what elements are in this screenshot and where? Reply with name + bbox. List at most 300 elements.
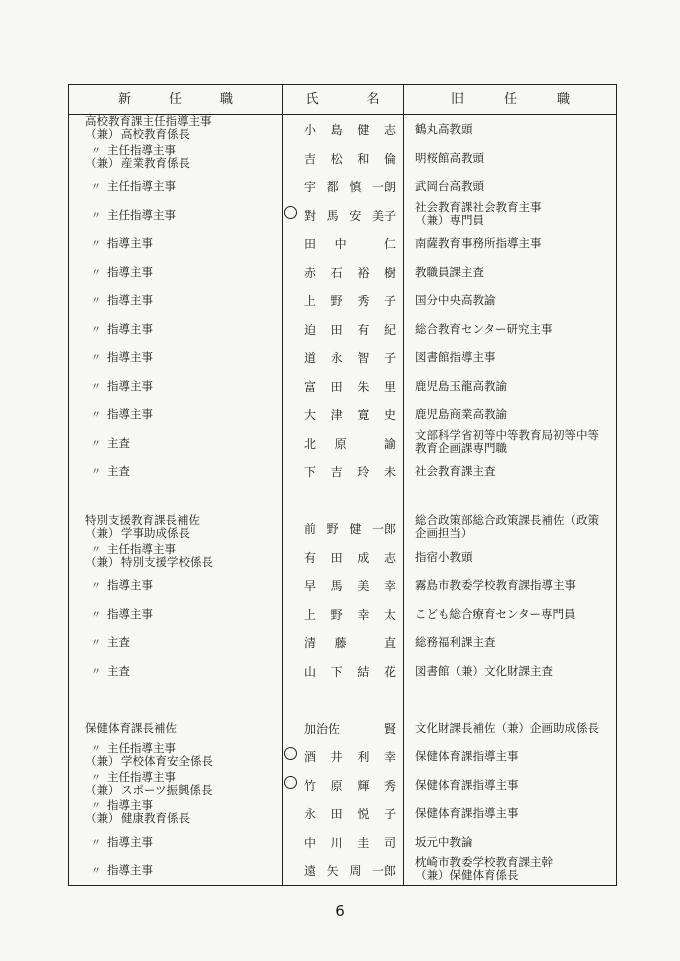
new-position-cell <box>85 599 281 628</box>
name-char: 遠 <box>304 864 317 878</box>
new-position-line <box>85 207 176 223</box>
name-cell <box>282 513 403 542</box>
person-name <box>304 235 396 252</box>
new-position-line <box>85 663 130 679</box>
person-name <box>304 121 396 138</box>
name-cell <box>282 713 403 742</box>
name-char: 倫 <box>383 151 396 166</box>
old-position-text: 鹿児島玉龍高教諭 <box>415 378 507 393</box>
header-name: 氏 名 <box>305 92 380 107</box>
new-position-text: 指導主事 <box>107 293 153 307</box>
old-position-cell <box>415 200 615 229</box>
table-row <box>69 428 616 457</box>
new-position-line <box>85 556 213 568</box>
old-position-cell <box>415 114 615 143</box>
name-char: 島 <box>330 123 343 137</box>
name-cell <box>282 285 403 314</box>
new-position-cell <box>85 143 281 172</box>
position-prefix: 〃 <box>91 581 101 592</box>
old-position-cell <box>415 656 615 685</box>
name-char: 野 <box>330 607 343 622</box>
person-name <box>304 777 396 794</box>
new-position-line <box>85 157 190 169</box>
person-name <box>304 435 396 452</box>
new-position-text: 学事助成係長 <box>121 526 190 540</box>
old-position-text: 教職員課主査 <box>415 264 484 279</box>
person-name <box>304 862 396 879</box>
new-position-cell <box>85 428 281 457</box>
new-position-cell <box>85 741 281 770</box>
name-cell <box>282 770 403 799</box>
old-position-text: （兼）保健体育係長 <box>415 868 519 882</box>
position-prefix: 〃 <box>91 410 101 421</box>
new-position-line <box>85 349 153 365</box>
new-position-line <box>85 178 176 194</box>
old-position-text: こども総合療育センター専門員 <box>415 606 576 621</box>
old-position-text: 武岡台高教頭 <box>415 179 484 193</box>
name-char: 安 <box>349 208 362 223</box>
name-char: 寛 <box>357 408 370 422</box>
new-position-line <box>85 784 213 796</box>
old-position-text: 総合政策部総合政策課長補佐（政策 <box>415 513 599 527</box>
person-name <box>304 207 396 224</box>
person-name <box>304 463 396 480</box>
name-char: 田 <box>330 322 343 337</box>
name-char: 迫 <box>304 322 317 337</box>
old-position-cell <box>415 428 615 457</box>
person-name <box>304 834 396 851</box>
name-char: 健 <box>349 522 362 536</box>
name-char: 幸 <box>357 607 370 622</box>
new-position-line <box>85 834 153 850</box>
name-char: 對 <box>304 208 317 223</box>
person-name <box>304 178 396 195</box>
name-char: 朱 <box>357 379 370 394</box>
position-prefix: 〃 <box>91 353 101 364</box>
new-position-cell <box>85 542 281 571</box>
position-prefix: 〃 <box>91 666 101 678</box>
name-char: 下 <box>330 664 343 679</box>
new-position-cell <box>85 713 281 742</box>
new-position-text: 指導主事 <box>107 321 153 336</box>
table-row <box>69 855 616 884</box>
person-name <box>304 663 396 680</box>
name-cell <box>282 855 403 884</box>
new-position-cell <box>85 456 281 485</box>
name-char: 矢 <box>326 864 339 878</box>
name-char: 幸 <box>383 579 396 593</box>
new-position-text: 指導主事 <box>107 606 153 621</box>
person-name <box>304 720 396 737</box>
name-char: 輝 <box>357 778 370 793</box>
new-position-line <box>85 577 153 593</box>
new-position-cell <box>85 684 281 713</box>
new-position-line <box>85 527 190 539</box>
new-position-cell <box>85 770 281 799</box>
name-char: 藤 <box>334 636 347 650</box>
table-row <box>69 770 616 799</box>
old-position-cell <box>415 684 615 713</box>
old-position-cell <box>415 513 615 542</box>
new-position-text: 主任指導主事 <box>107 769 176 784</box>
position-prefix: 〃 <box>91 182 101 193</box>
table-row <box>69 114 616 143</box>
new-position-text: 指導主事 <box>107 236 153 250</box>
new-position-line <box>85 435 130 451</box>
name-char: 吉 <box>304 151 317 166</box>
new-position-text: スポーツ振興係長 <box>121 782 213 797</box>
name-cell <box>282 314 403 343</box>
old-position-cell <box>415 456 615 485</box>
position-prefix: 〃 <box>91 638 101 649</box>
table-row <box>69 827 616 856</box>
name-char: 太 <box>383 607 396 622</box>
new-position-cell <box>85 257 281 286</box>
name-char: 幸 <box>383 750 396 764</box>
name-char: 宇 <box>304 180 317 194</box>
position-prefix: 〃 <box>91 744 101 755</box>
old-position-cell <box>415 285 615 314</box>
new-position-text: 主任指導主事 <box>107 179 176 193</box>
name-cell <box>282 200 403 229</box>
name-cell <box>282 228 403 257</box>
name-char: 田 <box>304 237 317 251</box>
new-position-text: 指導主事 <box>107 378 153 393</box>
new-position-line <box>85 720 177 736</box>
table-row <box>69 713 616 742</box>
name-char: 健 <box>357 123 370 137</box>
header-new-position: 新 任 職 <box>117 92 234 107</box>
old-position-cell <box>415 570 615 599</box>
name-char: 井 <box>330 750 343 764</box>
old-position-cell <box>415 542 615 571</box>
new-position-text: 主任指導主事 <box>107 541 176 556</box>
table-row <box>69 171 616 200</box>
new-position-cell <box>85 656 281 685</box>
position-prefix: 〃 <box>91 609 101 621</box>
old-position-text: 文部科学省初等中等教育局初等中等 <box>415 427 599 442</box>
name-char: 馬 <box>330 579 343 593</box>
name-cell <box>282 827 403 856</box>
old-position-text: 社会教育課主査 <box>415 464 496 478</box>
name-char: 秀 <box>357 294 370 308</box>
old-position-text: 総合教育センター研究主事 <box>415 321 553 336</box>
table-row <box>69 513 616 542</box>
position-prefix: （兼） <box>85 811 120 825</box>
name-char: 中 <box>334 237 347 251</box>
table-header <box>69 85 616 115</box>
position-prefix: 〃 <box>91 837 101 849</box>
name-char: 美 <box>357 579 370 593</box>
name-char: 子 <box>383 807 396 821</box>
old-position-cell <box>415 143 615 172</box>
old-position-text: 霧島市教委学校教育課指導主事 <box>415 578 576 592</box>
old-position-cell <box>415 342 615 371</box>
new-position-line <box>85 606 153 622</box>
old-position-text: 保健体育課指導主事 <box>415 777 519 792</box>
name-char: 玲 <box>357 465 370 479</box>
new-position-text: 高校教育課主任指導主事 <box>85 114 212 128</box>
new-position-text: 指導主事 <box>107 407 153 421</box>
name-char: 上 <box>304 607 317 622</box>
name-char: 有 <box>357 322 370 337</box>
person-name <box>304 292 396 309</box>
name-char: 直 <box>383 636 396 650</box>
new-position-cell <box>85 485 281 514</box>
name-char: 周 <box>349 864 362 878</box>
table-row <box>69 371 616 400</box>
person-name <box>304 549 396 566</box>
old-position-text: 南薩教育事務所指導主事 <box>415 236 542 250</box>
name-char: 一郎 <box>371 864 396 878</box>
old-position-text: 社会教育課社会教育主事 <box>415 199 542 214</box>
old-position-text: 図書館（兼）文化財課主査 <box>415 663 553 678</box>
old-position-text: 教育企画課専門職 <box>415 440 507 455</box>
name-char: 諭 <box>383 436 396 451</box>
name-char: 花 <box>383 664 396 679</box>
name-char: 志 <box>383 123 396 137</box>
table-row <box>69 456 616 485</box>
new-position-line <box>85 755 213 767</box>
old-position-cell <box>415 627 615 656</box>
name-char: 未 <box>383 465 396 479</box>
old-position-text: 鶴丸高教頭 <box>415 122 473 136</box>
new-position-cell <box>85 855 281 884</box>
position-prefix: （兼） <box>85 554 120 569</box>
name-char: 裕 <box>357 265 370 280</box>
name-char: 竹 <box>304 778 317 793</box>
circle-mark-icon <box>284 776 297 789</box>
name-char: 清 <box>304 636 317 650</box>
personnel-table <box>68 84 617 886</box>
old-position-cell <box>415 855 615 884</box>
position-prefix: 〃 <box>91 267 101 279</box>
name-char: 和 <box>357 151 370 166</box>
new-position-text: 指導主事 <box>107 798 153 812</box>
new-position-cell <box>85 285 281 314</box>
name-char: 結 <box>357 664 370 679</box>
name-char: 野 <box>326 522 339 536</box>
new-position-cell <box>85 513 281 542</box>
name-char: 子 <box>383 294 396 308</box>
position-prefix: （兼） <box>85 782 120 797</box>
new-position-cell <box>85 627 281 656</box>
person-name <box>304 634 396 651</box>
table-row <box>69 656 616 685</box>
old-position-cell <box>415 485 615 514</box>
table-row <box>69 399 616 428</box>
name-char: 都 <box>326 180 339 194</box>
new-position-text: 指導主事 <box>107 834 153 849</box>
new-position-cell <box>85 171 281 200</box>
name-char: 原 <box>334 436 347 451</box>
position-prefix: 〃 <box>91 324 101 336</box>
name-cell <box>282 257 403 286</box>
old-position-cell <box>415 171 615 200</box>
table-row <box>69 257 616 286</box>
name-char: 圭 <box>357 835 370 850</box>
table-row <box>69 542 616 571</box>
name-char: 賢 <box>383 721 396 736</box>
new-position-line <box>85 378 153 394</box>
name-char: 永 <box>330 351 343 365</box>
name-cell <box>282 570 403 599</box>
new-position-text: 主査 <box>107 663 130 678</box>
new-position-text: 産業教育係長 <box>121 155 190 170</box>
new-position-line <box>85 128 190 140</box>
new-position-text: 学校体育安全係長 <box>121 754 213 768</box>
table-row <box>69 599 616 628</box>
new-position-cell <box>85 570 281 599</box>
name-cell <box>282 627 403 656</box>
name-char: 慎 <box>349 180 362 194</box>
old-position-cell <box>415 741 615 770</box>
person-name <box>304 577 396 594</box>
position-prefix: 〃 <box>91 544 101 556</box>
position-prefix: （兼） <box>85 155 120 170</box>
page-number: 6 <box>335 902 345 920</box>
name-char: 野 <box>330 294 343 308</box>
old-position-cell <box>415 314 615 343</box>
new-position-cell <box>85 314 281 343</box>
name-char: 一郎 <box>371 522 396 536</box>
name-char: 仁 <box>383 237 396 251</box>
table-row <box>69 627 616 656</box>
name-char: 利 <box>357 750 370 764</box>
name-char: 北 <box>304 436 317 451</box>
name-char: 悦 <box>357 807 370 821</box>
name-char: 赤 <box>304 265 317 280</box>
new-position-line <box>85 406 153 422</box>
position-prefix: （兼） <box>85 127 120 141</box>
name-char: 成 <box>357 550 370 565</box>
name-cell <box>282 542 403 571</box>
position-prefix: 〃 <box>91 210 101 222</box>
old-position-cell <box>415 228 615 257</box>
new-position-cell <box>85 371 281 400</box>
new-position-text: 指導主事 <box>107 578 153 592</box>
new-position-text: 指導主事 <box>107 863 153 877</box>
new-position-text: 健康教育係長 <box>121 811 190 825</box>
position-prefix: 〃 <box>91 145 101 157</box>
old-position-cell <box>415 798 615 827</box>
new-position-line <box>85 235 153 251</box>
name-char: 松 <box>330 151 343 166</box>
name-char: 永 <box>304 807 317 821</box>
new-position-text: 保健体育課長補佐 <box>85 720 177 735</box>
position-prefix: 〃 <box>91 438 101 450</box>
name-char: 秀 <box>383 778 396 793</box>
name-char: 田 <box>330 807 343 821</box>
old-position-cell <box>415 399 615 428</box>
new-position-text: 特別支援学校係長 <box>121 554 213 569</box>
new-position-text: 指導主事 <box>107 350 153 364</box>
name-cell <box>282 599 403 628</box>
name-cell <box>282 798 403 827</box>
old-position-text: 保健体育課指導主事 <box>415 749 519 763</box>
name-cell <box>282 656 403 685</box>
new-position-text: 主査 <box>107 435 130 450</box>
name-char: 小 <box>304 123 317 137</box>
name-char: 富 <box>304 379 317 394</box>
new-position-text: 特別支援教育課長補佐 <box>85 513 200 527</box>
name-cell <box>282 171 403 200</box>
new-position-cell <box>85 200 281 229</box>
old-position-cell <box>415 770 615 799</box>
old-position-text: 図書館指導主事 <box>415 350 496 364</box>
table-row <box>69 684 616 713</box>
person-name <box>304 321 396 338</box>
name-char: 前 <box>304 522 317 536</box>
old-position-text: 明桜館高教頭 <box>415 150 484 165</box>
new-position-line <box>85 634 130 650</box>
new-position-line <box>85 321 153 337</box>
header-old-position: 旧 任 職 <box>450 92 571 107</box>
position-prefix: 〃 <box>91 381 101 393</box>
name-char: 田 <box>330 550 343 565</box>
table-row <box>69 285 616 314</box>
old-position-text: 文化財課長補佐（兼）企画助成係長 <box>415 720 599 735</box>
person-name <box>304 150 396 167</box>
table-row <box>69 570 616 599</box>
name-char: 志 <box>383 550 396 565</box>
new-position-cell <box>85 399 281 428</box>
new-position-cell <box>85 114 281 143</box>
old-position-cell <box>415 257 615 286</box>
name-char: 酒 <box>304 750 317 764</box>
name-char: 有 <box>304 550 317 565</box>
person-name <box>304 520 396 537</box>
position-prefix: 〃 <box>91 296 101 307</box>
name-cell <box>282 684 403 713</box>
old-position-cell <box>415 599 615 628</box>
person-name <box>304 748 396 765</box>
old-position-text: 国分中央高教諭 <box>415 293 496 307</box>
old-position-text: 企画担当） <box>415 526 473 540</box>
person-name <box>304 805 396 822</box>
old-position-text: （兼）専門員 <box>415 212 484 227</box>
old-position-text: 坂元中教論 <box>415 834 473 849</box>
new-position-text: 主任指導主事 <box>107 207 176 222</box>
person-name <box>304 606 396 623</box>
table-row <box>69 798 616 827</box>
person-name <box>304 378 396 395</box>
old-position-text: 保健体育課指導主事 <box>415 806 519 820</box>
new-position-text: 主査 <box>107 464 130 478</box>
name-char: 樹 <box>383 265 396 280</box>
old-position-text: 鹿児島商業高教諭 <box>415 407 507 421</box>
name-char: 一朗 <box>371 180 396 194</box>
new-position-line <box>85 292 153 308</box>
position-prefix: 〃 <box>91 866 101 877</box>
old-position-cell <box>415 713 615 742</box>
name-char: 馬 <box>326 208 339 223</box>
new-position-cell <box>85 827 281 856</box>
name-char: 中 <box>304 835 317 850</box>
name-cell <box>282 456 403 485</box>
position-prefix: 〃 <box>91 801 101 812</box>
name-char: 田 <box>330 379 343 394</box>
position-prefix: 〃 <box>91 467 101 478</box>
name-cell <box>282 741 403 770</box>
position-prefix: 〃 <box>91 772 101 784</box>
table-row <box>69 143 616 172</box>
new-position-line <box>85 463 130 479</box>
name-char: 下 <box>304 465 317 479</box>
table-row <box>69 485 616 514</box>
table-row <box>69 342 616 371</box>
name-char: 紀 <box>383 322 396 337</box>
